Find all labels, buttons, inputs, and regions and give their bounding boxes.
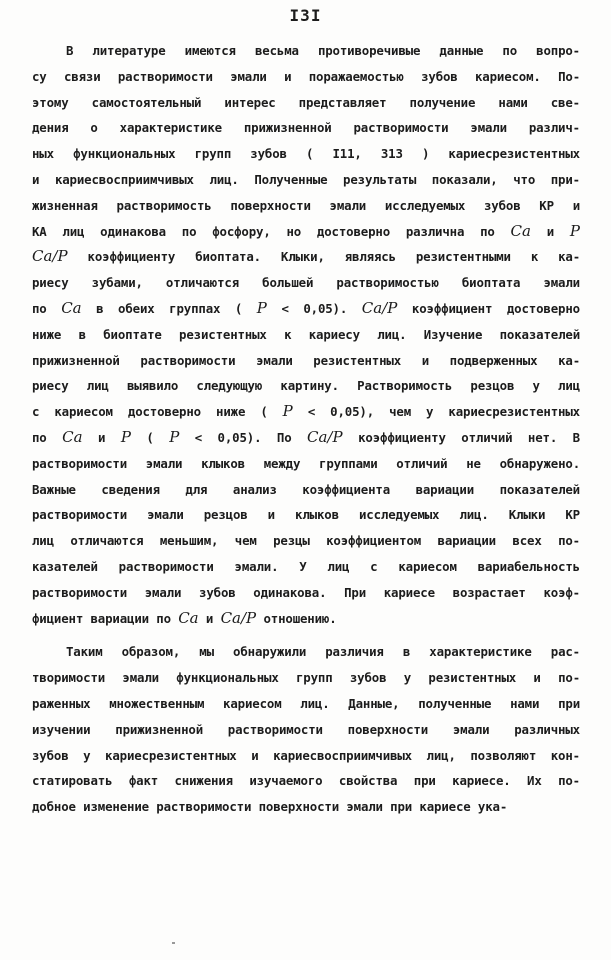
text-line: по Ca и P ( P < 0,05). По Ca/P коэффициенту отличий нет. В [32,427,580,446]
text-line: по Ca в обеих группах ( P < 0,05). Ca/P коэффициент достоверно [32,298,580,317]
scan-speck [172,942,175,944]
text-line: лиц отличаются меньшим, чем резцы коэффициентом вариации всех по- [32,533,580,549]
paragraph [32,639,580,820]
text-line: и кариесвосприимчивых лиц. Полученные результаты показали, что при- [32,171,580,187]
text-line: В литературе имеются весьма противоречивые данные по вопро- [66,43,580,58]
text-line: казателей растворимости эмали. У лиц с кариесом вариабельность [32,558,580,574]
text-line: риесу зубами, отличаются большей растворимостью биоптата эмали [32,275,580,291]
text-line: ниже в биоптате резистентных к кариесу лиц. Изучение показателей [32,326,580,342]
text-line: прижизненной растворимости эмали резистентных и подверженных ка- [32,352,580,368]
handwritten-symbol: P [282,402,293,421]
handwritten-symbol: P [256,298,267,317]
text-line: дения о характеристике прижизненной растворимости эмали различ- [32,120,580,136]
text-line: КА лиц одинакова по фосфору, но достоверно различна по Ca и P [32,221,580,240]
handwritten-symbol: Ca/P [220,608,257,627]
paragraph [32,38,580,631]
text-line: с кариесом достоверно ниже ( P < 0,05), чем у кариесрезистентных [32,402,580,421]
text-line: добное изменение растворимости поверхности эмали при кариесе ука- [32,799,508,815]
text-line: творимости эмали функциональных групп зубов у резистентных и по- [32,670,580,686]
text-line: изучении прижизненной растворимости поверхности эмали различных [32,721,580,737]
handwritten-symbol: P [569,221,580,240]
document-body [32,38,580,820]
text-line: фициент вариации по Ca и Ca/P отношению. [32,608,337,627]
handwritten-symbol: Ca [510,221,531,240]
page-number: I3I [289,6,322,25]
text-line: растворимости эмали зубов одинакова. При кариесе возрастает коэф- [32,584,580,600]
handwritten-symbol: P [169,427,180,446]
text-line: Важные сведения для анализ коэффициента вариации показателей [32,481,580,497]
text-line: растворимости эмали резцов и клыков исследуемых лиц. Клыки КР [32,507,580,523]
text-line: риесу лиц выявило следующую картину. Растворимость резцов у лиц [32,378,580,394]
handwritten-symbol: Ca/P [307,427,343,446]
text-line: статировать факт снижения изучаемого свойства при кариесе. Их по- [32,773,580,789]
handwritten-symbol: Ca/P [361,298,398,317]
text-line: раженных множественным кариесом лиц. Данные, полученные нами при [32,695,580,711]
text-line: су связи растворимости эмали и поражаемостью зубов кариесом. По- [32,68,580,84]
text-line: Таким образом, мы обнаружили различия в характеристике рас- [66,644,580,660]
handwritten-symbol: Ca [61,298,82,317]
text-line: зубов у кариесрезистентных и кариесвосприимчивых лиц, позволяют кон- [32,747,580,763]
text-line: Ca/P коэффициенту биоптата. Клыки, являясь резистентными к ка- [32,247,580,266]
text-line: жизненная растворимость поверхности эмали исследуемых зубов КР и [32,197,580,213]
handwritten-symbol: Ca/P [32,247,68,266]
handwritten-symbol: Ca [178,608,199,627]
text-line: ных функциональных групп зубов ( I11, 313 ) кариесрезистентных [32,146,580,162]
text-line: этому самостоятельный интерес представляет получение нами све- [32,94,580,110]
handwritten-symbol: Ca [62,427,83,446]
text-line: растворимости эмали клыков между группами отличий не обнаружено. [32,455,580,471]
handwritten-symbol: P [120,427,131,446]
